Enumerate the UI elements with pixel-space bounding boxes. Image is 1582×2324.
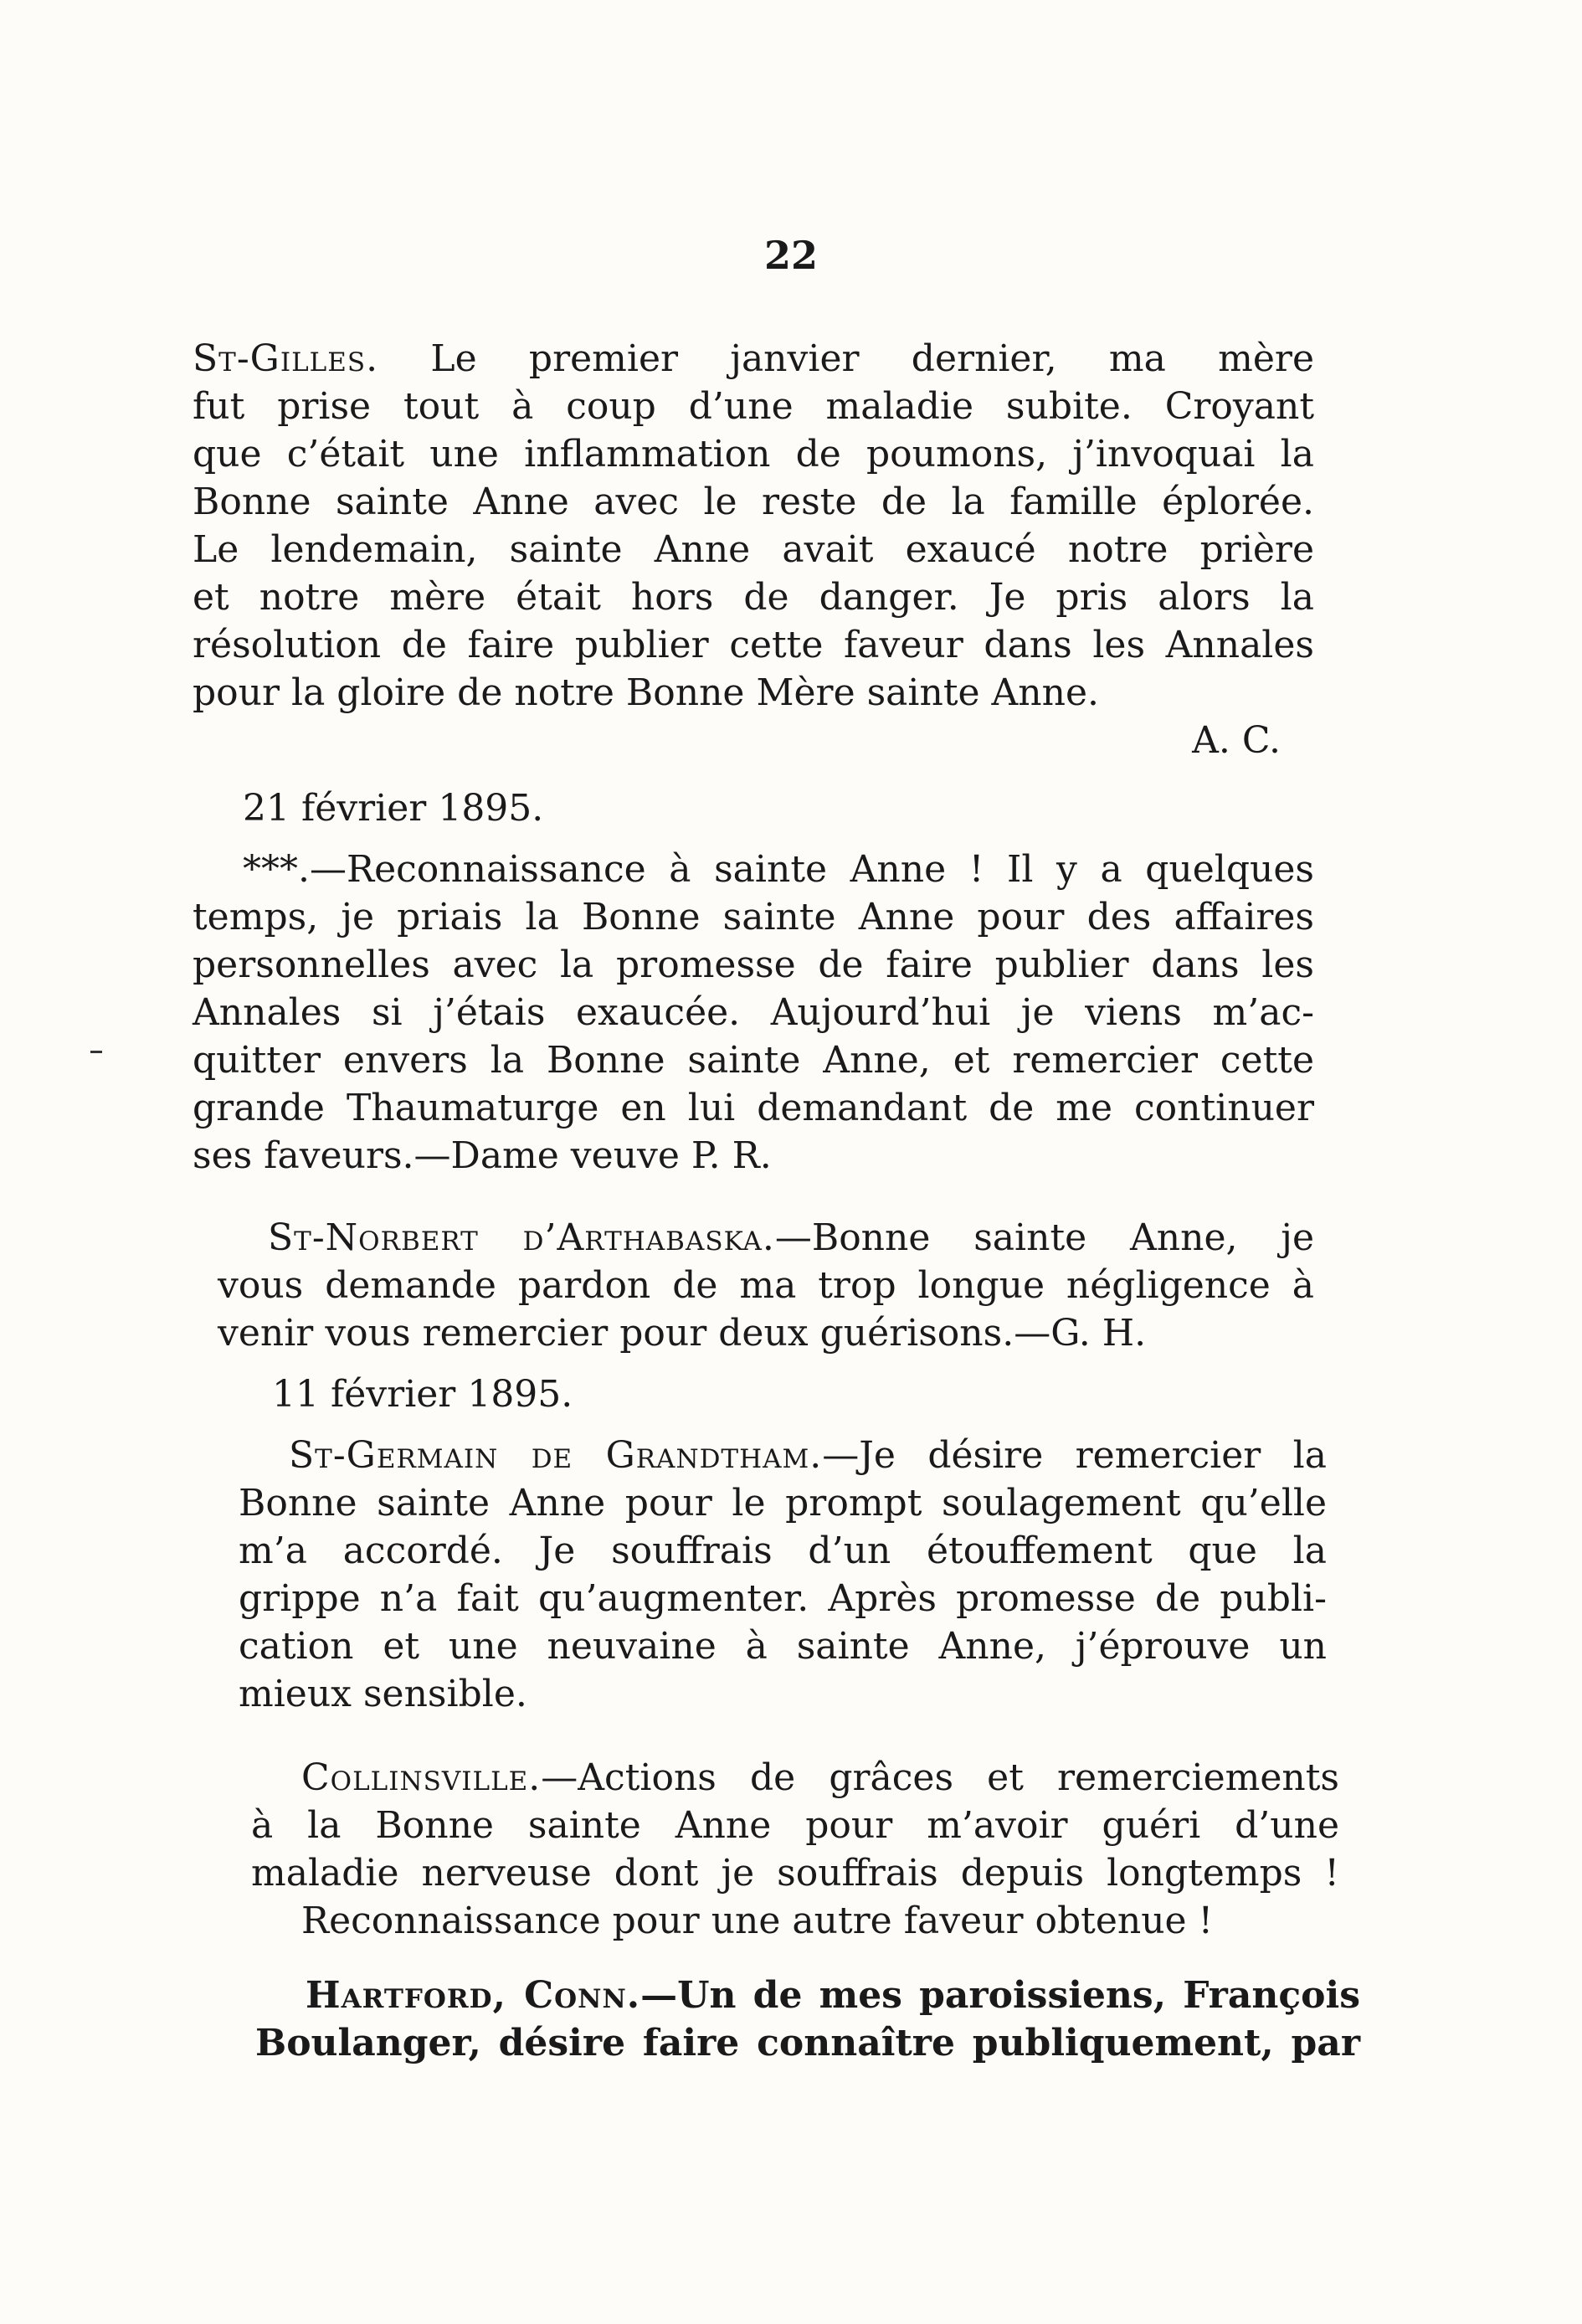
margin-mark: [90, 1051, 102, 1053]
entry-st-norbert: [218, 1214, 1314, 1357]
entry-line: temps, je priais la Bonne sainte Anne pour des affaires: [193, 896, 1314, 938]
entry-line: Boulanger, désire faire connaître publiquement, par: [255, 2022, 1360, 2064]
entry-line: Le lendemain, sainte Anne avait exaucé notre prière: [193, 528, 1314, 571]
entry-hartford: [255, 1972, 1360, 2067]
place-name: Collinsville.: [301, 1756, 542, 1799]
entry-line: et notre mère était hors de danger. Je pris alors la: [193, 576, 1314, 619]
signature: A. C.: [1192, 719, 1281, 762]
entry-line: pour la gloire de notre Bonne Mère sainte Anne.: [193, 671, 1100, 714]
entry-line: cation et une neuvaine à sainte Anne, j’éprouve un: [239, 1625, 1327, 1668]
entry-line: Bonne sainte Anne pour le prompt soulagement qu’elle: [239, 1482, 1327, 1524]
entry-line: vous demande pardon de ma trop longue négligence à: [218, 1264, 1314, 1307]
entry-line: grippe n’a fait qu’augmenter. Après promesse de publi-: [239, 1577, 1327, 1620]
entry-line: grande Thaumaturge en lui demandant de me continuer: [193, 1087, 1314, 1129]
page-number: 22: [763, 233, 818, 278]
entry-line: que c’était une inflammation de poumons, j’invoquai la: [193, 433, 1314, 476]
entry-line: Reconnaissance pour une autre faveur obtenue !: [301, 1900, 1214, 1942]
entry-line: personnelles avec la promesse de faire publier dans les: [193, 943, 1314, 986]
entry-line: ses faveurs.—Dame veuve P. R.: [193, 1134, 772, 1177]
place-name: St-Norbert d’Arthabaska.: [268, 1216, 775, 1259]
entry-collinsville: [251, 1754, 1339, 1945]
entry-line: St-Gilles. Le premier janvier dernier, ma mère: [193, 337, 1314, 380]
entry-anonymous: [193, 846, 1314, 1180]
entry-line: fut prise tout à coup d’une maladie subite. Croyant: [193, 385, 1314, 428]
entry-line: Annales si j’étais exaucée. Aujourd’hui je viens m’ac-: [193, 991, 1314, 1034]
entry-line: m’a accordé. Je souffrais d’un étouffement que la: [239, 1530, 1327, 1572]
entry-date: 21 février 1895.: [243, 787, 544, 830]
place-name: St-Gilles.: [193, 337, 379, 380]
entry-line: ***.—Reconnaissance à sainte Anne ! Il y a quelques: [193, 846, 1314, 893]
entry-line: venir vous remercier pour deux guérisons.—G. H.: [218, 1312, 1147, 1355]
place-name: Hartford, Conn.: [306, 1974, 641, 2017]
place-name: ***.: [243, 848, 310, 891]
entry-line: St-Norbert d’Arthabaska.—Bonne sainte Anne, je: [218, 1214, 1314, 1262]
entry-line: mieux sensible.: [239, 1673, 527, 1715]
entry-line: St-Germain de Grandtham.—Je désire remercier la: [239, 1432, 1327, 1479]
entry-date: 11 février 1895.: [272, 1373, 573, 1416]
entry-line: Bonne sainte Anne avec le reste de la famille éplorée.: [193, 481, 1314, 523]
entry-st-gilles: [193, 335, 1314, 764]
entry-line: Collinsville.—Actions de grâces et remerciements: [251, 1754, 1339, 1802]
place-name: St-Germain de Grandtham.: [289, 1434, 823, 1477]
entry-line: maladie nerveuse dont je souffrais depuis longtemps !: [251, 1852, 1339, 1895]
entry-st-germain: [239, 1432, 1327, 1718]
entry-line: à la Bonne sainte Anne pour m’avoir guéri d’une: [251, 1804, 1339, 1847]
entry-line: résolution de faire publier cette faveur dans les Annales: [193, 624, 1314, 666]
entry-line: Hartford, Conn.—Un de mes paroissiens, François: [255, 1972, 1360, 2019]
entry-line: quitter envers la Bonne sainte Anne, et remercier cette: [193, 1039, 1314, 1082]
